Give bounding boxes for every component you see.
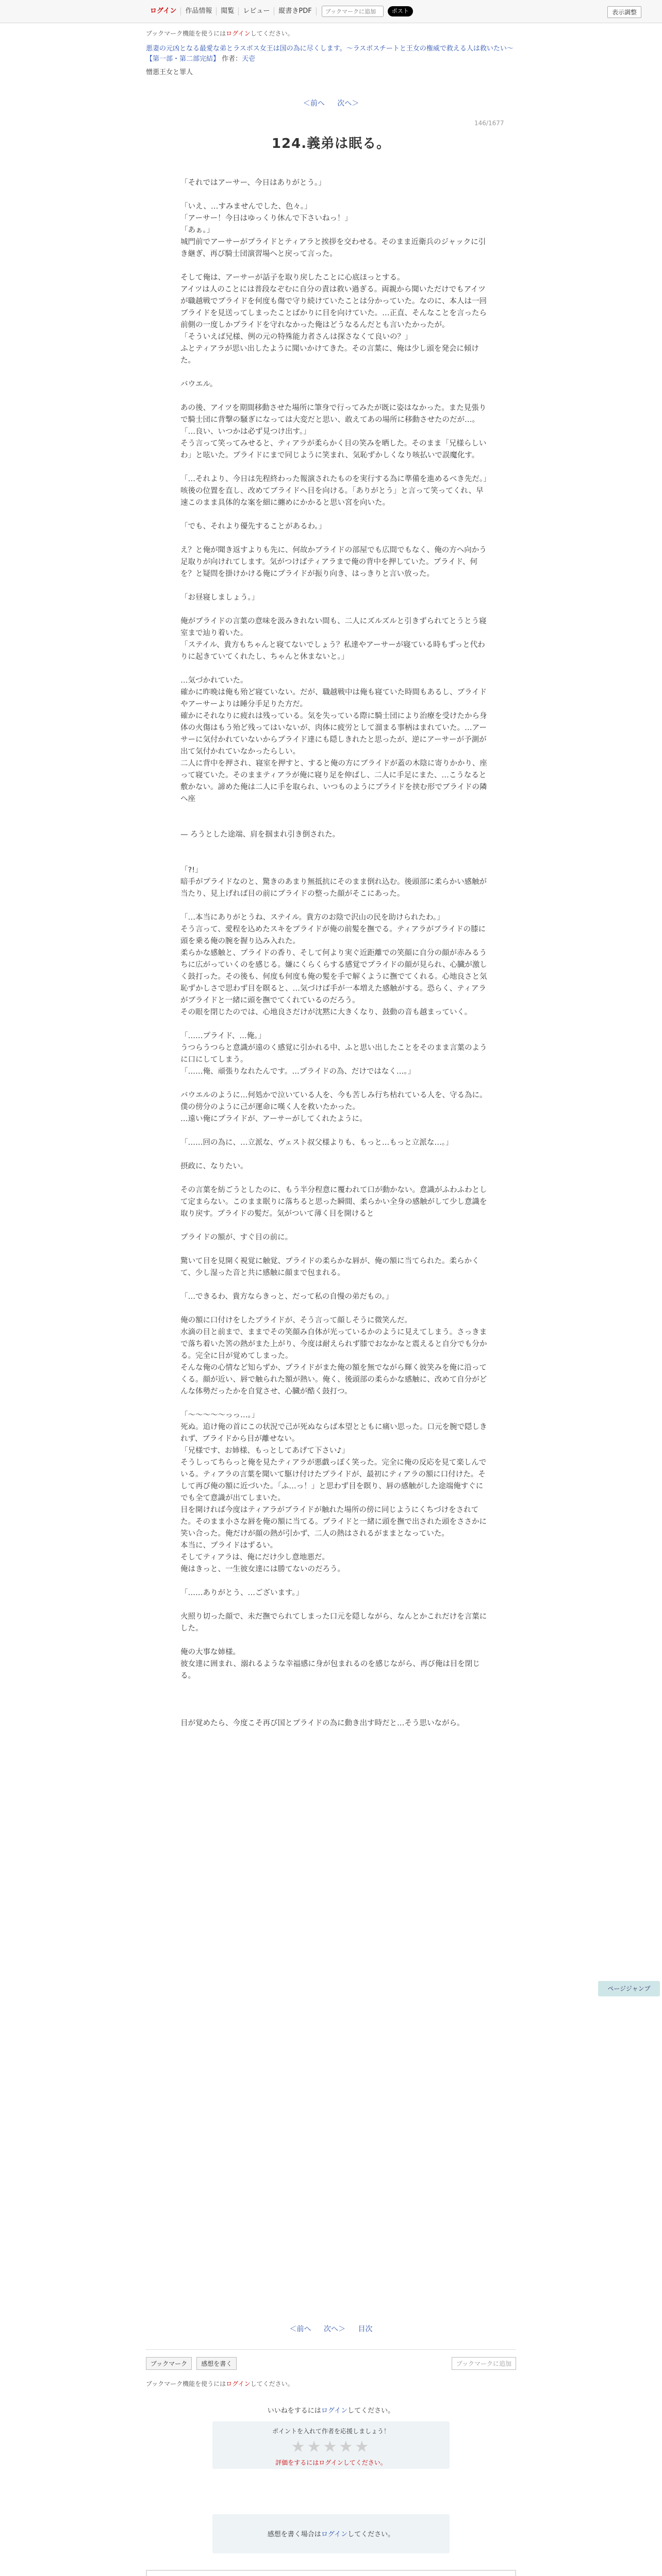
- body-paragraph: 「いえ、…すみませんでした、色々。」: [180, 202, 312, 211]
- post-button[interactable]: ポスト: [388, 6, 413, 16]
- body-paragraph: [180, 1635, 490, 1647]
- body-paragraph: [180, 853, 490, 865]
- bookmark-login-link-bottom[interactable]: ログイン: [226, 2380, 251, 2387]
- body-paragraph: そう言って笑ってみせると、ティアラが柔らかく目の笑みを晒した。そのまま「兄様らしいわ」と呟いた。プライドにまで同じように笑まれ、気恥ずかしくなり咳払いで誤魔化す。: [180, 439, 487, 460]
- body-paragraph: [180, 1220, 490, 1232]
- body-paragraph: 「?!」: [180, 866, 203, 874]
- body-paragraph: [180, 1694, 490, 1706]
- body-paragraph: [180, 1173, 490, 1184]
- body-paragraph: プライドの額が、すぐ目の前に。: [180, 1233, 293, 1242]
- body-paragraph: 二人に背中を押され、寝室を押すと、すると俺の方にブライドが蓋の木陰に寄りかかり、座って寝ていた。そのままティアラが俺に寝り足を伸ばし、二人に手足にまた、…こうなると敷かない。諦めた俺は二人に手を取られ、いつものようにプライドを挟む形でブライドの隣へ座: [180, 759, 487, 803]
- rating-box: [212, 2421, 450, 2469]
- body-paragraph: 「…できるわ、貴方ならきっと、だって私の自慢の弟だもの。」: [180, 1293, 393, 1301]
- body-paragraph: [180, 604, 490, 616]
- body-paragraph: 「〜〜〜〜〜っっ…。」: [180, 1411, 259, 1419]
- page-jump-button[interactable]: ページジャンプ: [598, 1981, 660, 1996]
- body-paragraph: 「……回の為に、…立派な、ヴェスト叔父様よりも、もっと…もっと立派な…。」: [180, 1139, 453, 1147]
- body-paragraph: その言葉を紡ごうとしたのに、もう半分程意に覆われて口が動かない。意識がふわふわとして定まらない。このまま眠りに落ちると思った瞬間、柔らかい全身の感触がして少し意識を取り戻す。プライドの髪だ。気がついて薄く目を開けると: [180, 1186, 487, 1218]
- body-paragraph: [180, 841, 490, 853]
- body-paragraph: [180, 1575, 490, 1587]
- body-paragraph: [180, 1706, 490, 1718]
- body-paragraph: 柔らかな感触と、プライドの香り、そして何より実ぐ近距離での笑顔に自分の顔が赤みるうちに広がっていくのを感じる。嫌にくらくらする感覚でプライドの顔が見られ、心臓が激しく鼓打った。その後も、何度も何度も俺の髪を手で解くように撫でてくれる。心地良さと気恥ずかしさで思わず目を瞑ると、…気づけば手が一本増えた感触がする。恐らく、ティアラがブライドと一緒に頭を撫でてくれているのだろう。: [180, 949, 487, 1005]
- next-link-bottom[interactable]: 次へ＞: [324, 2325, 345, 2333]
- body-paragraph: [180, 817, 490, 829]
- body-paragraph: 水滴の目と前まで、ままでその笑顔み自体が光っているかのように見えてしまう。さっきまで落ち着いた筈の熱がまた上がり、今度は耐えられず膝でおなかなと震えると自分でも分かる。完全に目が覚めてしまった。: [180, 1328, 487, 1360]
- top-nav-bar: [0, 0, 662, 23]
- top-nav-links: [146, 5, 413, 18]
- nav-work-info[interactable]: 作品情報: [181, 7, 217, 15]
- body-paragraph: 彼女達に囲まれ、溺れるような幸福感に身が包まれるのを感じながら、再び俺は目を閉じる。: [180, 1660, 480, 1680]
- body-paragraph: 確かに昨晩は俺も殆ど寝ていない。だが、職越戦中は俺も寝ていた時間もあるし、ブライドやアーサーよりは睡分手足りた方だ。: [180, 688, 487, 708]
- body-paragraph: [180, 1149, 490, 1161]
- body-paragraph: [180, 805, 490, 817]
- body-paragraph: [180, 391, 490, 402]
- body-paragraph: 「……俺、頑張りなれたんです。…プライドの為、だけではなく…。」: [180, 1067, 416, 1076]
- impression-box: [212, 2514, 450, 2553]
- body-paragraph: 咳後の位置を直し、改めてブライドへ目を向ける。「ありがとう」と言って笑ってくれ、早速このまま具体的な案を細に纏めにかかると思い宮を向いた。: [180, 487, 484, 507]
- body-paragraph: [180, 1682, 490, 1694]
- body-paragraph: 死ぬ。追け俺の首にこの状況で己が死ぬならば本望とともに痛い思った。口元を腕で隠しきれず、ブライドから目が離せない。: [180, 1423, 487, 1443]
- body-paragraph: え？と俺が聞き返すよりも先に、何故かブライドの部屋でも広間でもなく、俺の方へ向かう足取りが向けれてします。気がつけばティアラまで俺の背中を押していた。プライド、何を？と疑問を掛けかける俺にプライドが振り向き、はっきりと言い放った。: [180, 546, 487, 578]
- body-paragraph: 「そういえば兄様、例の元の特殊能力者さんは探さなくて良いの？」: [180, 333, 412, 341]
- impression-note: 感想を書く場合はログインしてください。: [267, 2531, 395, 2538]
- body-paragraph: [180, 1125, 490, 1137]
- work-title-link[interactable]: 悪妻の元凶となる最愛な弟とラスボス女王は国の為に尽くします。〜ラスボスチートと王女の権威で救える人は救いたい〜【第一部・第二部完結】: [146, 45, 514, 63]
- pager-bottom: [0, 2324, 662, 2334]
- body-paragraph: 城門前でアーサーがプライドとティアラと挨拶を交わせる。そのまま近衛兵のジャックに引き継ぎ、再び騎士団演習場へと戻って言った。: [180, 238, 486, 258]
- episode-body: [180, 177, 490, 1730]
- body-paragraph: 「……プライド、…俺。」: [180, 1032, 266, 1040]
- like-login-link[interactable]: ログイン: [321, 2407, 348, 2415]
- login-link[interactable]: ログイン: [146, 7, 181, 15]
- body-paragraph: 「…良い、いつかは必ず見つけ出す。」: [180, 428, 311, 436]
- body-paragraph: [180, 260, 490, 272]
- bookmark-note-bottom: ブックマーク機能を使うにはログインしてください。: [146, 2380, 294, 2387]
- bookmark-login-link[interactable]: ログイン: [226, 30, 251, 37]
- body-paragraph: 「アーサー！今日はゆっくり休んで下さいねっ！」: [180, 214, 352, 223]
- bookmark-note: ブックマーク機能を使うにはログインしてください。: [146, 30, 294, 37]
- body-paragraph: [180, 367, 490, 379]
- body-paragraph: [180, 1279, 490, 1291]
- body-paragraph: 「それではアーサー、今日はありがとう。」: [180, 179, 326, 187]
- prev-link-bottom[interactable]: ＜前へ: [289, 2325, 311, 2333]
- body-paragraph: 俺の額に口付けをしたプライドが、そう言って顔しそうに微笑んだ。: [180, 1316, 412, 1325]
- body-paragraph: [180, 1303, 490, 1315]
- rating-prompt: ポイントを入れて作者を応援しましょう！: [272, 2428, 390, 2435]
- body-paragraph: 目を開ければ今度はティアラがブライドが触れた場所の傍に同じようにくちづけをされてた。そのまま小さな唇を俺の額に当てる。プライドと一緒に頭を撫で出された頭をささかに笑い合った。俺だけが顔の熱が引かず、二人の熱はされるがままとなっていた。: [180, 1506, 487, 1538]
- author-link[interactable]: 天壱: [242, 55, 256, 63]
- body-paragraph: [180, 580, 490, 592]
- body-paragraph: 「でも、それより優先することがあるわ。」: [180, 522, 326, 531]
- body-paragraph: うつらうつらと意識が遠のく感覚に引かれる中、ふと思い出したことをそのまま言葉のように口にしてしまう。: [180, 1044, 487, 1064]
- body-paragraph: [180, 663, 490, 675]
- rating-login-link[interactable]: ログイン: [319, 2459, 343, 2466]
- body-paragraph: 確かにそれなりに疲れは残っている。気を失っている際に騎士団により治療を受けたから身体の火傷はもう殆ど残ってはいないが、肉体に疲労として溜まる事柄はまれていた。…アーサーに気付かれていないからプライド達にも隠しきれたと思ったが、逆にアーサーが予測が出て気付かれていなかったらしい。: [180, 712, 487, 756]
- body-paragraph: [180, 1599, 490, 1611]
- notice-box: [146, 2570, 516, 2576]
- body-paragraph: 驚いて目を見開く視覚に触覚、プライドの柔らかな唇が、俺の額に当てられた。柔らかくて、少し湿った音と共に感触に顔まで包まれる。: [180, 1257, 479, 1277]
- body-paragraph: バウエルのように…何処かで泣いている人を、今も苦しみ行ち枯れている人を、守る為に。僕の傍分のように己が運命に嘆く人を救いたかった。: [180, 1091, 487, 1111]
- body-paragraph: [180, 1244, 490, 1256]
- body-paragraph: 「お昼寝しましょう。」: [180, 594, 259, 602]
- body-paragraph: バウエル。: [180, 380, 218, 388]
- body-paragraph: そうしってちらっと俺を見たティアラが悪戯っぽく笑った。完全に俺の反応を見て楽しんでいる。ティアラの言葉を聞いて駆け付けたプライドが、最初にティアラの額に口付けた。そして再び俺の額に近づいた。「ふ…っ！」と思わず目を瞑り、唇の感触がした途端俺すぐにでも全て意識が出てしまいた。: [180, 1459, 487, 1502]
- body-paragraph: そう言って、愛程を込めたスキをプライドが俺の前髪を撫でる。ティアラがブライドの膝に頭を乗る俺の腕を握り込み入れた。: [180, 925, 486, 945]
- bookmark-add-button[interactable]: ブックマークに追加: [452, 2357, 516, 2370]
- body-paragraph: [180, 1398, 490, 1410]
- body-paragraph: 本当に、プライドはずるい。: [180, 1541, 278, 1550]
- body-paragraph: 暗手がプライドなのと、驚きのあまり無抵抗にそのまま倒れ込む。後頭部に柔らかい感触が当たり、見上げれば目の前にプライドの整った顔がそこにあった。: [180, 878, 487, 898]
- divider: [146, 2349, 516, 2350]
- body-paragraph: 「兄様です、お姉様、もっとしてあげて下さい♪」: [180, 1447, 350, 1455]
- rating-stars[interactable]: ★★★★★: [291, 2438, 371, 2456]
- body-paragraph: [180, 189, 490, 201]
- body-paragraph: そしてティアラは、俺にだけ少し意地悪だ。: [180, 1553, 329, 1562]
- body-paragraph: あの後、アイツを期間移動させた場所に筆身で行ってみたが既に姿はなかった。また見張りで騎士団に背撃の騒ぎになっては大変だと思い、敢えてあの場所に移動させたのだが…。: [180, 404, 487, 424]
- body-paragraph: そして俺は、アーサーが話子を取り戻したことに心底ほっとする。: [180, 274, 405, 282]
- toc-link-bottom[interactable]: 目次: [358, 2325, 373, 2333]
- write-impression-button[interactable]: 感想を書く: [196, 2357, 237, 2370]
- episode-title: 124.義弟は眠る。: [271, 136, 391, 151]
- bookmark-button[interactable]: ブックマーク: [146, 2357, 192, 2370]
- body-paragraph: 「ステイル、貴方もちゃんと寝てないでしょう？私達やアーサーが寝ている時もずっと代わりに起きていてくれたし、ちゃんと休まないと。」: [180, 641, 485, 661]
- body-paragraph: 目が覚めたら、今度こそ再び国とプライドの為に動き出す時だと…そう思いながら。: [180, 1719, 465, 1727]
- novel-header: [146, 29, 516, 76]
- body-paragraph: — ろうとした途端、肩を掴まれ引き倒された。: [180, 831, 340, 839]
- body-paragraph: 俺の大事な姉様。: [180, 1648, 240, 1656]
- body-paragraph: [180, 1078, 490, 1090]
- bookmark-row: [146, 2357, 516, 2371]
- author-label: 作者：: [222, 55, 242, 63]
- nav-review[interactable]: レビュー: [239, 7, 274, 15]
- pager-top: [0, 98, 662, 108]
- body-paragraph: 俺はきっと、一生彼女達には勝てないのだろう。: [180, 1565, 345, 1573]
- body-paragraph: …遠い俺にプライドが、アーサーがしてくれたように。: [180, 1115, 367, 1123]
- body-paragraph: そんな俺の心情など知らずか、プライドがまた俺の額を無でながら輝く彼笑みを俺に沿ってくる。顔が近い、唇で触られた額が熱い。俺く、後頭部の柔らかな感触に、改めて自分がどんな体勢だったかを自覚させ、心臓が酷く鼓打つ。: [180, 1364, 487, 1396]
- nav-browse[interactable]: 閲覧: [217, 7, 239, 15]
- body-paragraph: 火照り切った顔で、未だ撫でられてしまった口元を隠しながら、なんとかこれだけを言葉にした。: [180, 1613, 487, 1633]
- body-paragraph: 摂政に、なりたい。: [180, 1162, 248, 1171]
- episode-count: 146/1677: [474, 120, 504, 127]
- chapter-name: 憎悪王女と罪人: [146, 69, 193, 76]
- body-paragraph: 「あぁ。」: [180, 226, 214, 234]
- body-paragraph: その眼を閉じたのでは、心地良さだけが沈黙に大きくなり、鼓動の音も越まっていく。: [180, 1008, 472, 1016]
- body-paragraph: アイツは人のことには普段なぞむに自分の責は救い過ぎる。両親から聞いただけでもアイツが職越戦でプライドを何度も傷で守り続けていたことは分かっていた。なのに、本人は一回ブライドを見送ってしまったことばかりに目を向けていた。…正直、そんなことを言ったら前側の一度しかプライドを守れなかった俺はどうなるんだとも言いたかったが。: [180, 285, 487, 329]
- like-note: いいねをするにはログインしてください。: [267, 2407, 395, 2415]
- impression-login-link[interactable]: ログイン: [321, 2531, 348, 2538]
- body-paragraph: ふとティアラが思い出したように聞いかけてきた。その言葉に、俺は少し頭を発会に傾けた。: [180, 345, 479, 365]
- work-title: [146, 44, 516, 64]
- prev-link[interactable]: ＜前へ: [303, 99, 325, 108]
- body-paragraph: [180, 533, 490, 545]
- body-paragraph: [180, 900, 490, 912]
- body-paragraph: 「……ありがとう、…ございます。」: [180, 1589, 304, 1597]
- body-paragraph: [180, 462, 490, 473]
- body-paragraph: [180, 1019, 490, 1030]
- body-paragraph: 俺がプライドの言葉の意味を汲みきれない間も、二人にズルズルと引きずられてとうとう寝室まで辿り着いた。: [180, 617, 487, 637]
- next-link[interactable]: 次へ＞: [337, 99, 359, 108]
- rating-login-note: 評価をするにはログインしてください。: [275, 2459, 387, 2466]
- body-paragraph: 「…本当にありがとうね、ステイル。貴方のお陰で沢山の民を助けられたわ。」: [180, 913, 444, 922]
- body-paragraph: …気づかれていた。: [180, 676, 248, 685]
- bookmark-add-input[interactable]: [322, 6, 384, 17]
- body-paragraph: 「…それより、今日は先程終わった報演されたものを実行する為に準備を進めるべき先だ。」: [180, 475, 491, 483]
- display-settings-button[interactable]: 表示調整: [607, 6, 641, 18]
- nav-vertical-pdf[interactable]: 縦書きPDF: [274, 7, 316, 15]
- body-paragraph: [180, 509, 490, 521]
